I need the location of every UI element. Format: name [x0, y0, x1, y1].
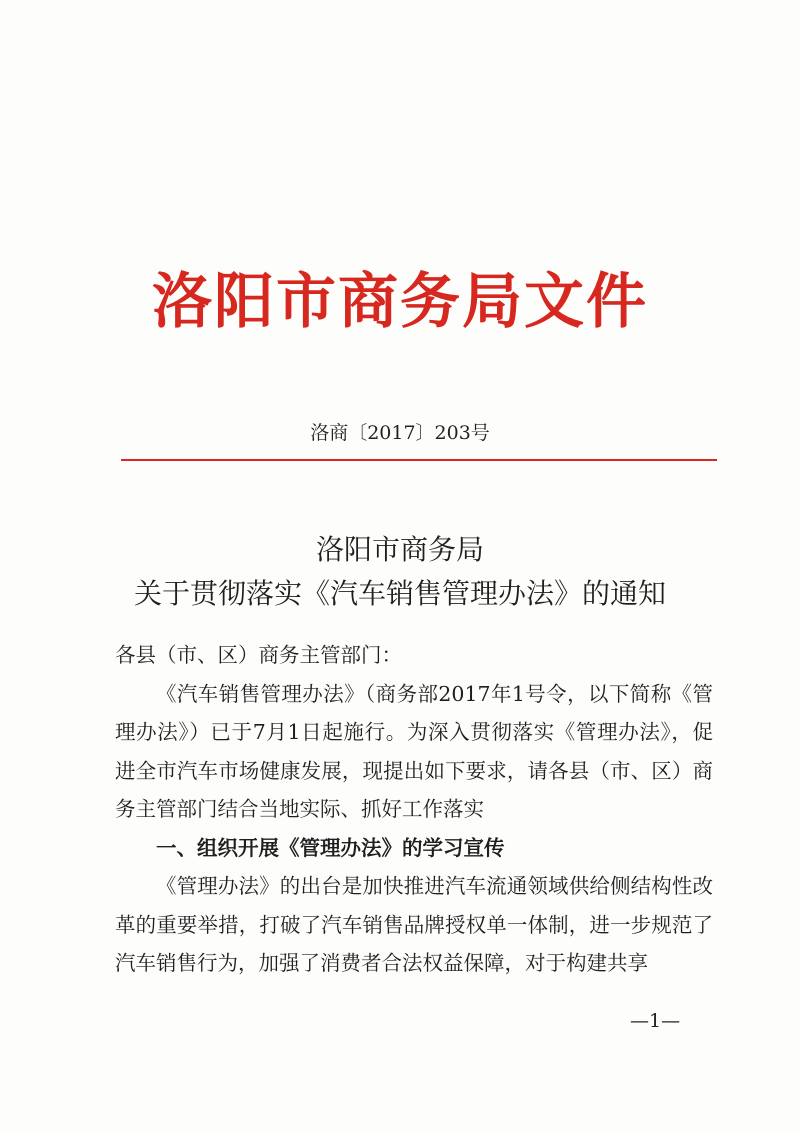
paragraph-section-1: 《管理办法》的出台是加快推进汽车流通领域供给侧结构性改革的重要举措，打破了汽车销售品牌授权单一体制，进一步规范了汽车销售行为，加强了消费者合法权益保障，对于构建共享	[115, 874, 713, 975]
title-line-1: 洛阳市商务局	[315, 533, 484, 566]
document-body	[115, 636, 713, 983]
issuing-authority-header: 洛阳市商务局文件	[152, 267, 648, 337]
page-number: —1—	[630, 1010, 681, 1032]
document-title	[0, 528, 800, 616]
paragraph-intro: 《汽车销售管理办法》（商务部2017年1号令，以下简称《管理办法》）已于7月1日起施行。为深入贯彻落实《管理办法》，促进全市汽车市场健康发展，现提出如下要求，请各县（市、区）商务主管部门结合当地实际、抓好工作落实	[115, 681, 713, 821]
section-heading-1: 一、组织开展《管理办法》的学习宣传	[156, 835, 505, 860]
red-divider-line	[121, 459, 717, 461]
title-line-2: 关于贯彻落实《汽车销售管理办法》的通知	[133, 577, 666, 610]
document-number: 洛商〔2017〕203号	[310, 422, 490, 444]
salutation: 各县（市、区）商务主管部门：	[115, 643, 402, 667]
